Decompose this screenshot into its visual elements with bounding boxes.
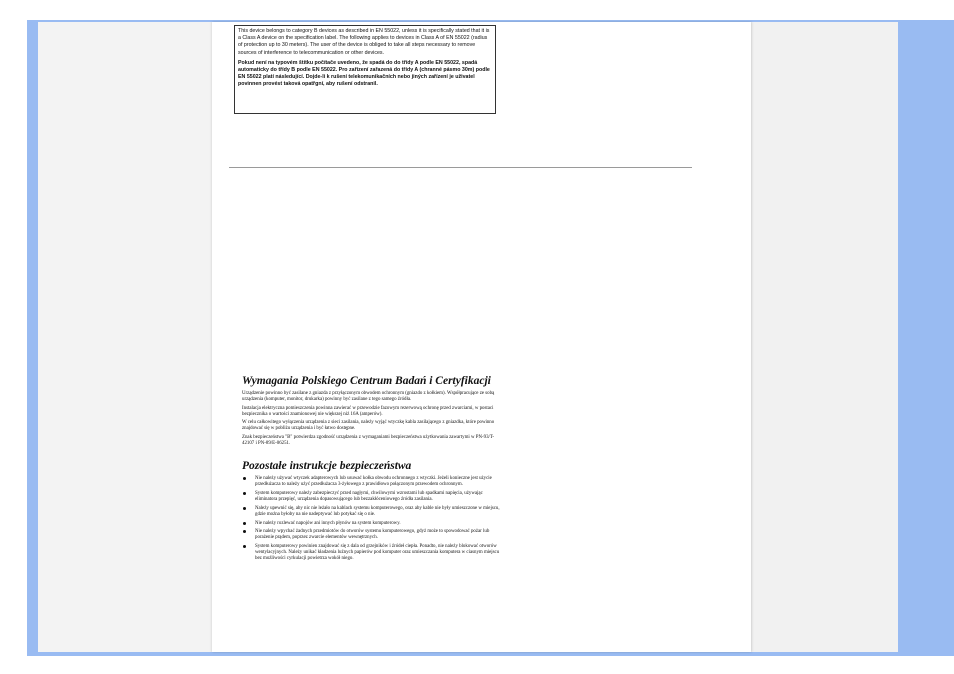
document-content — [242, 375, 504, 565]
pcbc-paragraph: Urządzenie powinno być zasilane z gniazda z przyłączonym obwodem ochronnym (gniazdo z kołkiem). Współpracujące ze sobą urządzenia (komputer, monitor, drukarka) powinny być zasilane z tego samego źródła. — [242, 391, 495, 403]
list-item-text: Nie należy rozlewać napojów ani innych płynów na system komputerowy. — [255, 520, 401, 526]
bullet-icon — [243, 477, 246, 480]
list-item — [242, 521, 504, 527]
bullet-icon — [243, 530, 246, 533]
list-item — [242, 491, 504, 503]
list-item — [242, 529, 504, 541]
pcbc-paragraph: Instalacja elektryczna pomieszczenia powinna zawierać w przewodzie fazowym rezerwową ochronę przed zwarciami, w postaci bezpiecznika o wartości znamionowej nie większej niż 16A (amperów). — [242, 405, 494, 417]
list-item-text: Należy upewnić się, aby nic nie leżało na kablach systemu komputerowego, oraz aby kable nie były umieszczone w miejscu, gdzie można byłoby na nie nadeptywać lub potykać się o nie. — [255, 505, 500, 517]
list-item — [242, 506, 504, 518]
list-item — [242, 476, 504, 488]
horizontal-divider — [229, 167, 692, 168]
list-item-text: System komputerowy powinien znajdować się z dala od grzejników i źródeł ciepła. Ponadto, nie należy blokować otworów wentylacyjnych. Należy unikać kładzenia luźnych papierów pod komputer oraz umieszczania komputera w ciasnym miejscu bez możliwości cyrkulacji powietrza wokół niego. — [255, 544, 500, 562]
bullet-icon — [243, 522, 246, 525]
bullet-icon — [243, 507, 246, 510]
list-item — [242, 544, 504, 562]
list-item-text: Nie należy używać wtyczek adapterowych lub usuwać kołka obwodu ochronnego z wtyczki. Jeżeli konieczne jest użycie przedłużacza to należy użyć przedłużacza 3-żyłowego z prawidłowo połączonym przewodem ochronnym. — [255, 476, 492, 488]
notice-english: This device belongs to category B devices as described in EN 55022, unless it is specifically stated that it is a Class A device on the specification label. The following applies to devices in Class A of EN 55022 (radius of protection up to 30 meters). The user of the device is obliged to take all steps necessary to remove sources of interference to telecommunication or other devices. — [238, 28, 490, 56]
section-title-pcbc: Wymagania Polskiego Centrum Badań i Certyfikacji — [242, 375, 491, 387]
section-title-safety: Pozostałe instrukcje bezpieczeństwa — [242, 460, 412, 473]
notice-czech: Pokud není na typovém štítku počítače uvedeno, že spadá do do třídy A podle EN 55022, spadá automaticky do třídy B podle EN 55022. Pro zařízení zařazená do třídy A (chranné pásmo 30m) podle EN 55022 platí následující. Dojde-li k rušení telekomunikačních nebo jiných zařízení je uživatel povinnen provést taková opatřgní, aby rušení odstranil. — [238, 59, 490, 88]
safety-list — [242, 476, 504, 562]
emc-notice-box — [234, 25, 496, 114]
pcbc-paragraph: W celu całkowitego wyłączenia urządzenia z sieci zasilania, należy wyjąć wtyczkę kabla zasilającego z gniazdka, które powinno znajdować się w pobliżu urządzenia i być łatwo dostępne. — [242, 420, 495, 432]
bullet-icon — [243, 492, 246, 495]
right-margin-panel — [753, 22, 898, 652]
pcbc-paragraph: Znak bezpieczeństwa "B" potwierdza zgodność urządzenia z wymaganiami bezpieczeństwa użytkowania zawartymi w PN-93/T-42107 i PN-89/E-06251. — [242, 435, 495, 447]
bullet-icon — [243, 545, 246, 548]
list-item-text: System komputerowy należy zabezpieczyć przed nagłymi, chwilowymi wzrostami lub spadkami napięcia, używając eliminatora przepięć, urządzenia dopasowującego lub bezzakłóceniowego źródła zasilania. — [255, 491, 483, 503]
list-item-text: Nie należy wpychać żadnych przedmiotów do otworów systemu komputerowego, gdyż może to spowodować pożar lub porażenie prądem, poprzez zwarcie elementów wewnętrznych. — [255, 529, 490, 541]
